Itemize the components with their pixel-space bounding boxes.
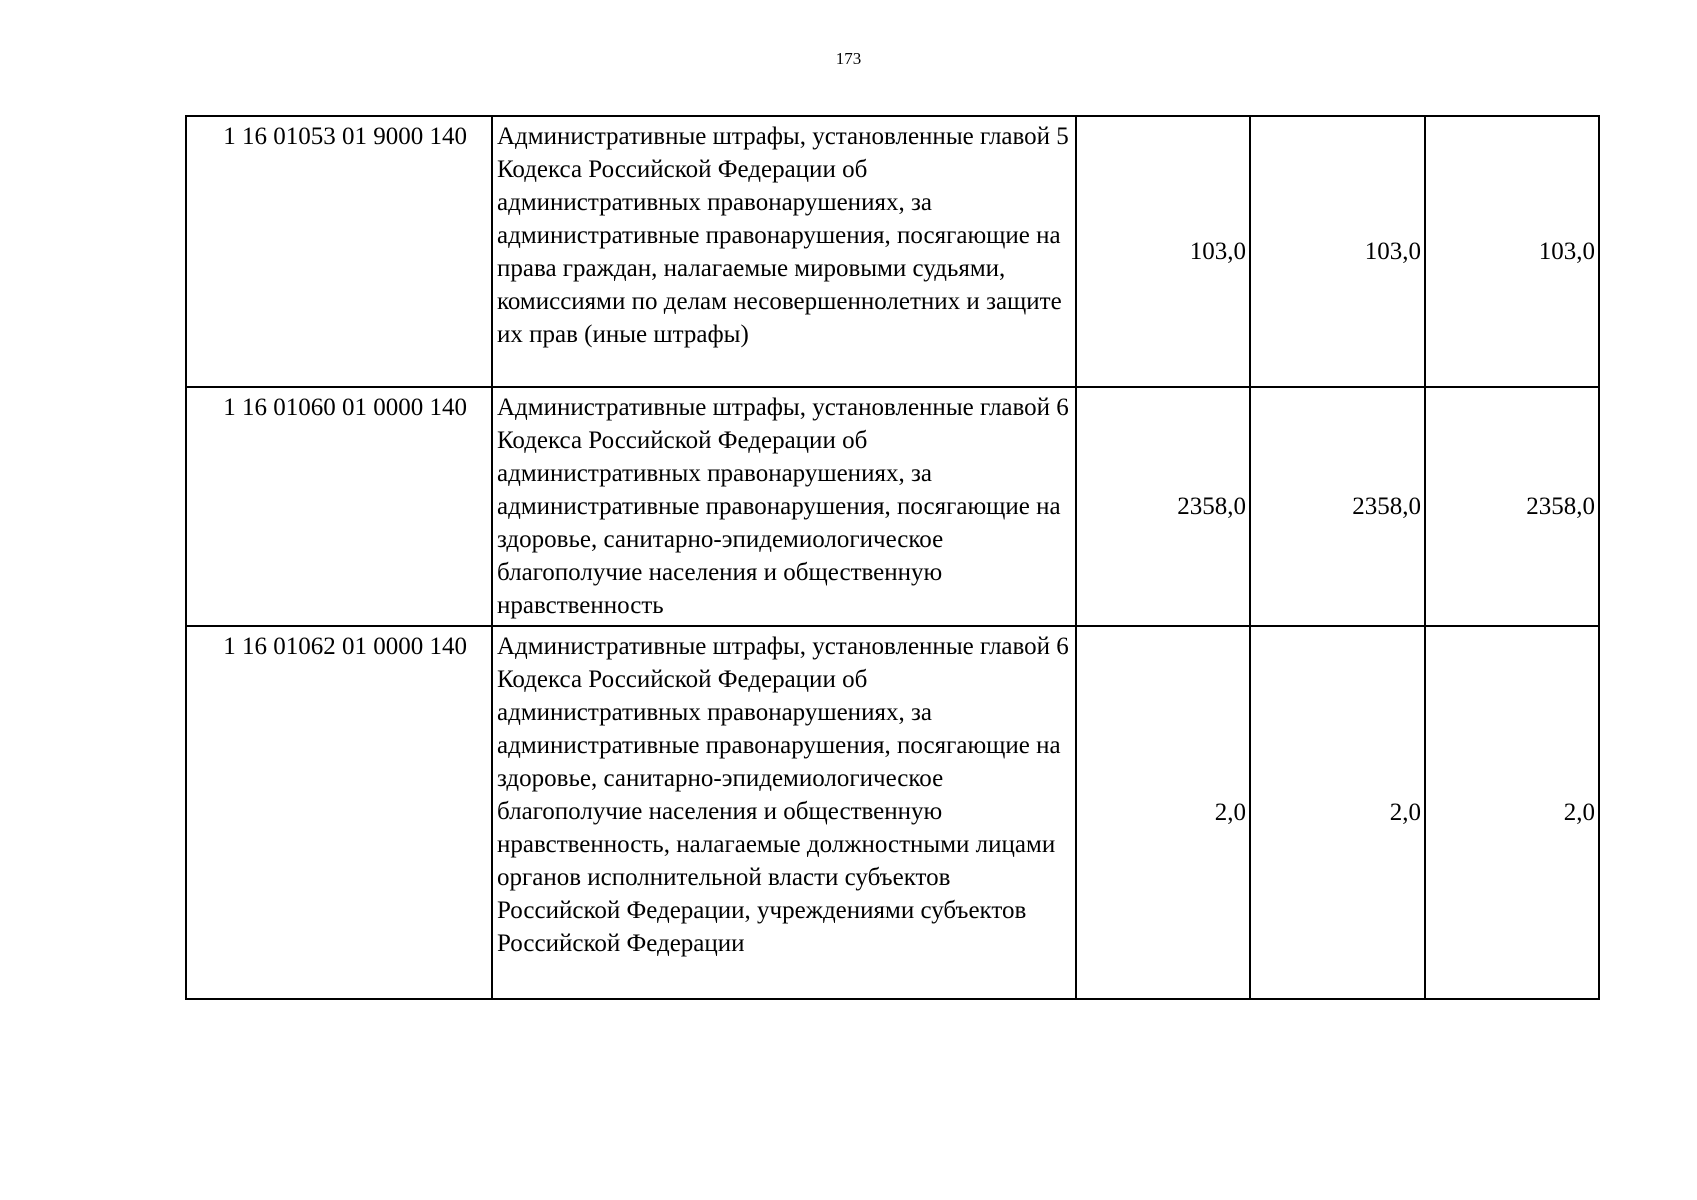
value-cell-year-1: 2358,0 bbox=[1076, 387, 1250, 626]
value-cell-year-3: 103,0 bbox=[1425, 116, 1599, 387]
description-cell: Административные штрафы, установленные главой 6 Кодекса Российской Федерации об административных правонарушениях, за административные правонарушения, посягающие на здоровье, санитарно-эпидемиологическое благополучие населения и общественную нравственность bbox=[492, 387, 1076, 626]
value-cell-year-1: 2,0 bbox=[1076, 626, 1250, 999]
budget-code-cell: 1 16 01060 01 0000 140 bbox=[186, 387, 492, 626]
value-cell-year-2: 2358,0 bbox=[1250, 387, 1425, 626]
value-cell-year-2: 103,0 bbox=[1250, 116, 1425, 387]
table-row bbox=[186, 626, 1599, 999]
value-cell-year-1: 103,0 bbox=[1076, 116, 1250, 387]
table-row bbox=[186, 387, 1599, 626]
value-cell-year-2: 2,0 bbox=[1250, 626, 1425, 999]
description-cell: Административные штрафы, установленные главой 6 Кодекса Российской Федерации об административных правонарушениях, за административные правонарушения, посягающие на здоровье, санитарно-эпидемиологическое благополучие населения и общественную нравственность, налагаемые должностными лицами органов исполнительной власти субъектов Российской Федерации, учреждениями субъектов Российской Федерации bbox=[492, 626, 1076, 999]
budget-table bbox=[185, 115, 1600, 1000]
page-number: 173 bbox=[835, 49, 862, 68]
budget-code-cell: 1 16 01053 01 9000 140 bbox=[186, 116, 492, 387]
value-cell-year-3: 2,0 bbox=[1425, 626, 1599, 999]
budget-code-cell: 1 16 01062 01 0000 140 bbox=[186, 626, 492, 999]
value-cell-year-3: 2358,0 bbox=[1425, 387, 1599, 626]
table-row bbox=[186, 116, 1599, 387]
description-cell: Административные штрафы, установленные главой 5 Кодекса Российской Федерации об административных правонарушениях, за административные правонарушения, посягающие на права граждан, налагаемые мировыми судьями, комиссиями по делам несовершеннолетних и защите их прав (иные штрафы) bbox=[492, 116, 1076, 387]
